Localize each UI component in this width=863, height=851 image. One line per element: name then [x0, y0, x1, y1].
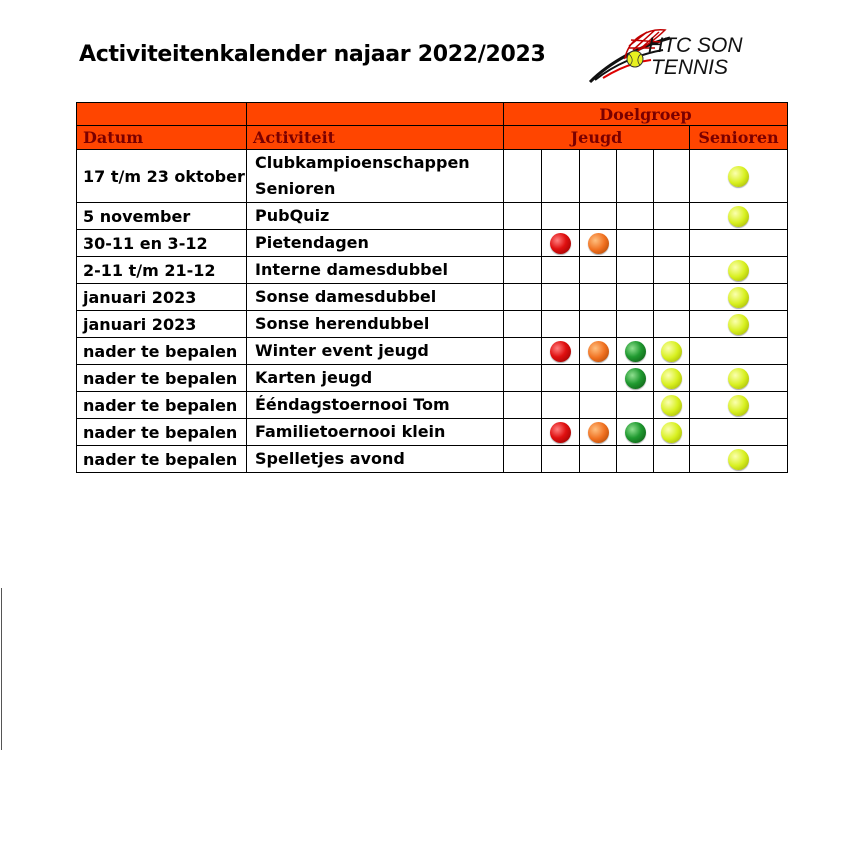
target-group-cell: [690, 311, 788, 338]
target-group-cell: [504, 284, 542, 311]
row-activity-label: PubQuiz: [255, 206, 330, 225]
row-activity-label: Interne damesdubbel: [255, 260, 448, 279]
row-activity-label-line2: Senioren: [255, 179, 336, 198]
target-group-cell: [690, 392, 788, 419]
target-group-cell: [542, 230, 580, 257]
red-tennis-ball-icon: [550, 422, 571, 443]
yellow-tennis-ball-icon: [728, 368, 749, 389]
table-row: [77, 203, 788, 230]
target-group-cell: [654, 311, 690, 338]
row-date: nader te bepalen: [77, 392, 247, 419]
target-group-cell: [580, 203, 617, 230]
logo-text-line2: TENNIS: [651, 56, 729, 79]
row-activity: [247, 392, 504, 419]
target-group-cell: [580, 150, 617, 203]
target-group-cell: [617, 365, 654, 392]
row-activity: [247, 284, 504, 311]
club-logo: [585, 24, 775, 90]
table-body: [77, 150, 788, 473]
target-group-cell: [542, 203, 580, 230]
row-activity: [247, 150, 504, 203]
target-group-cell: [690, 338, 788, 365]
column-header-activity: Activiteit: [247, 126, 504, 150]
target-group-cell: [690, 419, 788, 446]
target-group-cell: [542, 338, 580, 365]
target-group-cell: [542, 284, 580, 311]
target-group-cell: [580, 257, 617, 284]
target-group-cell: [580, 365, 617, 392]
orange-tennis-ball-icon: [588, 422, 609, 443]
row-date: nader te bepalen: [77, 446, 247, 473]
row-activity-label: Sonse damesdubbel: [255, 287, 437, 306]
yellow-tennis-ball-icon: [661, 395, 682, 416]
green-tennis-ball-icon: [625, 341, 646, 362]
target-group-cell: [654, 419, 690, 446]
yellow-tennis-ball-icon: [728, 260, 749, 281]
row-activity-label: Spelletjes avond: [255, 449, 405, 468]
target-group-cell: [690, 203, 788, 230]
target-group-cell: [617, 284, 654, 311]
target-group-cell: [504, 338, 542, 365]
target-group-cell: [654, 203, 690, 230]
row-date: januari 2023: [77, 311, 247, 338]
target-group-cell: [542, 419, 580, 446]
row-activity-label: Winter event jeugd: [255, 341, 429, 360]
page-title: Activiteitenkalender najaar 2022/2023: [79, 42, 546, 67]
table-row: [77, 150, 788, 203]
activity-calendar-table: [76, 102, 788, 473]
target-group-cell: [617, 446, 654, 473]
divider-line: [1, 588, 2, 750]
row-activity: [247, 338, 504, 365]
table-row: [77, 257, 788, 284]
target-group-cell: [690, 446, 788, 473]
header-row-group: [77, 103, 788, 126]
yellow-tennis-ball-icon: [661, 368, 682, 389]
target-group-cell: [690, 150, 788, 203]
table-row: [77, 230, 788, 257]
target-group-cell: [654, 150, 690, 203]
yellow-tennis-ball-icon: [728, 395, 749, 416]
target-group-cell: [690, 284, 788, 311]
target-group-cell: [617, 419, 654, 446]
target-group-cell: [617, 257, 654, 284]
target-group-cell: [617, 203, 654, 230]
row-activity-label: Ééndagstoernooi Tom: [255, 395, 450, 414]
row-activity: [247, 365, 504, 392]
target-group-cell: [504, 150, 542, 203]
yellow-tennis-ball-icon: [661, 341, 682, 362]
target-group-cell: [580, 392, 617, 419]
yellow-tennis-ball-icon: [728, 449, 749, 470]
target-group-cell: [542, 446, 580, 473]
column-header-date: Datum: [77, 126, 247, 150]
target-group-cell: [654, 230, 690, 257]
row-date: 30-11 en 3-12: [77, 230, 247, 257]
table-row: [77, 365, 788, 392]
target-group-cell: [504, 203, 542, 230]
yellow-tennis-ball-icon: [661, 422, 682, 443]
yellow-tennis-ball-icon: [728, 166, 749, 187]
row-date: 2-11 t/m 21-12: [77, 257, 247, 284]
row-activity: [247, 446, 504, 473]
target-group-cell: [654, 365, 690, 392]
target-group-cell: [654, 446, 690, 473]
row-activity-label: Familietoernooi klein: [255, 422, 446, 441]
row-activity-label: Karten jeugd: [255, 368, 373, 387]
row-activity: [247, 257, 504, 284]
green-tennis-ball-icon: [625, 368, 646, 389]
target-group-cell: [580, 311, 617, 338]
target-group-cell: [690, 230, 788, 257]
row-date: nader te bepalen: [77, 419, 247, 446]
orange-tennis-ball-icon: [588, 233, 609, 254]
target-group-cell: [654, 257, 690, 284]
target-group-cell: [690, 365, 788, 392]
target-group-cell: [654, 284, 690, 311]
target-group-cell: [542, 311, 580, 338]
table-row: [77, 338, 788, 365]
orange-tennis-ball-icon: [588, 341, 609, 362]
target-group-cell: [542, 365, 580, 392]
row-activity: [247, 419, 504, 446]
table-row: [77, 392, 788, 419]
table-row: [77, 311, 788, 338]
table-row: [77, 284, 788, 311]
target-group-cell: [654, 338, 690, 365]
target-group-cell: [504, 392, 542, 419]
header-row-columns: [77, 126, 788, 150]
row-date: januari 2023: [77, 284, 247, 311]
logo-text-line1: HTC SON: [648, 34, 743, 57]
column-header-senioren: Senioren: [690, 126, 788, 150]
target-group-cell: [542, 257, 580, 284]
target-group-cell: [617, 338, 654, 365]
row-activity-label: Clubkampioenschappen: [255, 153, 470, 172]
target-group-cell: [617, 230, 654, 257]
row-date: 17 t/m 23 oktober: [77, 150, 247, 203]
row-date: 5 november: [77, 203, 247, 230]
target-group-cell: [504, 365, 542, 392]
target-group-cell: [504, 446, 542, 473]
target-group-cell: [617, 311, 654, 338]
target-group-cell: [504, 311, 542, 338]
table-row: [77, 446, 788, 473]
target-group-cell: [617, 150, 654, 203]
group-header: Doelgroep: [504, 103, 788, 126]
target-group-cell: [580, 419, 617, 446]
target-group-cell: [542, 392, 580, 419]
target-group-cell: [580, 446, 617, 473]
target-group-cell: [690, 257, 788, 284]
table-row: [77, 419, 788, 446]
column-header-jeugd: Jeugd: [504, 126, 690, 150]
green-tennis-ball-icon: [625, 422, 646, 443]
row-activity-label: Sonse herendubbel: [255, 314, 430, 333]
row-date: nader te bepalen: [77, 338, 247, 365]
yellow-tennis-ball-icon: [728, 314, 749, 335]
target-group-cell: [504, 230, 542, 257]
target-group-cell: [617, 392, 654, 419]
row-activity-label: Pietendagen: [255, 233, 369, 252]
yellow-tennis-ball-icon: [728, 206, 749, 227]
row-activity: [247, 311, 504, 338]
red-tennis-ball-icon: [550, 233, 571, 254]
yellow-tennis-ball-icon: [728, 287, 749, 308]
target-group-cell: [580, 284, 617, 311]
target-group-cell: [504, 257, 542, 284]
red-tennis-ball-icon: [550, 341, 571, 362]
target-group-cell: [542, 150, 580, 203]
target-group-cell: [580, 230, 617, 257]
target-group-cell: [654, 392, 690, 419]
row-date: nader te bepalen: [77, 365, 247, 392]
target-group-cell: [504, 419, 542, 446]
row-activity: [247, 230, 504, 257]
row-activity: [247, 203, 504, 230]
target-group-cell: [580, 338, 617, 365]
